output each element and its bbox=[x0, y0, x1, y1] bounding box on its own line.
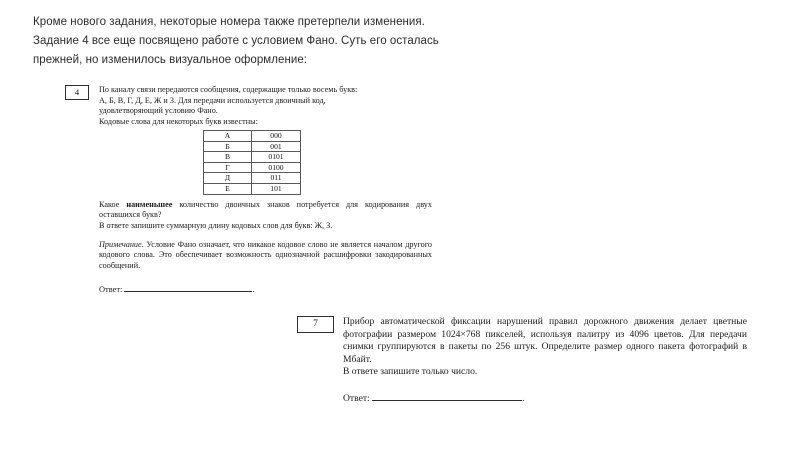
task-7-statement-instruction: В ответе запишите только число. bbox=[343, 366, 478, 378]
note-label: Примечание bbox=[99, 240, 142, 249]
table-row bbox=[204, 131, 301, 142]
table-row bbox=[204, 183, 301, 194]
task-4-answer-row bbox=[99, 283, 255, 295]
task-7-statement bbox=[343, 316, 747, 379]
code-words-table-wrapper bbox=[203, 130, 301, 195]
question-text-before: Какое bbox=[99, 200, 127, 209]
answer-period: . bbox=[522, 393, 525, 404]
table-cell-code: 001 bbox=[252, 141, 301, 152]
code-words-table-body bbox=[204, 131, 301, 195]
note-text: . Условие Фано означает, что никакое кодовое слово не является началом другого кодового слова. Это обеспечивает возможность однозначной расшифровки закодированных сообщений. bbox=[99, 240, 432, 270]
task-7-number-box: 7 bbox=[297, 316, 334, 333]
task-7-answer-row bbox=[343, 392, 525, 404]
table-cell-letter: Е bbox=[204, 183, 252, 194]
code-words-table bbox=[203, 130, 301, 195]
task-4-note bbox=[99, 240, 432, 271]
answer-input-blank[interactable] bbox=[124, 283, 255, 294]
table-cell-letter: Г bbox=[204, 162, 252, 173]
task-4-question-instruction: В ответе запишите суммарную длину кодовых слов для букв: Ж, З. bbox=[99, 220, 333, 230]
table-cell-code: 011 bbox=[252, 173, 301, 184]
table-row bbox=[204, 162, 301, 173]
task-4-statement bbox=[99, 85, 435, 127]
answer-period: . bbox=[252, 285, 255, 294]
task-4-question-main bbox=[99, 200, 432, 221]
intro-line: Кроме нового задания, некоторые номера также претерпели изменения. bbox=[33, 16, 425, 28]
task-4-statement-line: По каналу связи передаются сообщения, содержащие только восемь букв: bbox=[99, 85, 358, 94]
question-text-emphasis: наименьшее bbox=[126, 200, 173, 209]
table-cell-letter: А bbox=[204, 131, 252, 142]
answer-label: Ответ: bbox=[99, 285, 123, 294]
table-cell-code: 101 bbox=[252, 183, 301, 194]
intro-line: прежней, но изменилось визуальное оформление: bbox=[33, 54, 308, 66]
task-4-number-box: 4 bbox=[65, 85, 89, 100]
table-cell-code: 000 bbox=[252, 131, 301, 142]
task-4-statement-line: Кодовые слова для некоторых букв известны: bbox=[99, 116, 258, 126]
table-row bbox=[204, 173, 301, 184]
intro-line: Задание 4 все еще посвящено работе с условием Фано. Суть его осталась bbox=[33, 35, 439, 47]
table-row bbox=[204, 152, 301, 163]
task-7-statement-paragraph: Прибор автоматической фиксации нарушений правил дорожного движения делает цветные фотографии размером 1024×768 пикселей, используя палитру из 4096 цветов. Для передачи снимки группируются в пакеты по 256 штук. Определите размер одного пакета фотографий в Мбайт. bbox=[343, 316, 747, 365]
table-row bbox=[204, 141, 301, 152]
answer-input-blank[interactable] bbox=[372, 392, 522, 401]
table-cell-letter: Д bbox=[204, 173, 252, 184]
intro-commentary bbox=[33, 13, 553, 70]
table-cell-letter: В bbox=[204, 152, 252, 163]
table-cell-code: 0100 bbox=[252, 162, 301, 173]
table-cell-letter: Б bbox=[204, 141, 252, 152]
task-4-statement-line: А, Б, В, Г, Д, Е, Ж и З. Для передачи используется двоичный код, bbox=[99, 95, 326, 105]
question-text-after: количество двоичных знаков потребуется для кодирования двух оставшихся букв? bbox=[99, 200, 432, 220]
task-4-question bbox=[99, 200, 432, 231]
task-4-statement-line: удовлетворяющий условию Фано. bbox=[99, 106, 218, 116]
table-cell-code: 0101 bbox=[252, 152, 301, 163]
answer-label: Ответ: bbox=[343, 393, 370, 404]
task-4-note-paragraph bbox=[99, 240, 432, 271]
